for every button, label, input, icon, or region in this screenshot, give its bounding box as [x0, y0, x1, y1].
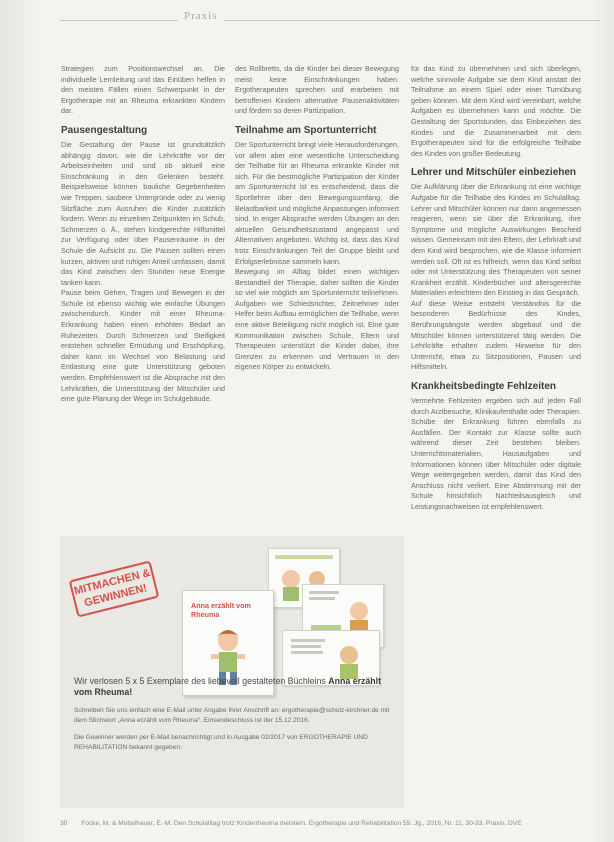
- giveaway-lead-suffix: !: [129, 687, 133, 697]
- page-number: 30: [60, 820, 68, 827]
- body-paragraph: Der Sportunterricht bringt viele Herausforderungen, vor allem aber eine wesentliche Unterscheidung der Teilhabe für an Rheuma erkrankte Kinder mit sich. Für die bestmögliche Partizipation der Kinder am Sportunterricht ist es entscheidend, dass die Sportlehrer über den Bewegungsumfang, die Belastbarkeit und mögliche Anpassungen informiert sind. In enger Absprache werden Übungen an den aktuellen Gesundheitszustand angepasst und Alternativen angeboten. Wichtig ist, dass das Kind trotz Einschränkungen Teil der Gruppe bleibt und Erfolgserlebnisse sammeln kann.: [235, 139, 399, 266]
- column-3: [411, 64, 581, 513]
- section-label: Praxis: [178, 10, 224, 26]
- body-paragraph: Vermehrte Fehlzeiten ergeben sich auf jeden Fall durch Arztbesuche, Klinikaufenthalte oder Therapien. Schübe der Erkrankung führen ebenfalls zu Ausfällen. Der Kontakt zur Klasse sollte auch während dieser Zeit bestehen bleiben. Unterrichtsmaterialien, Hausaufgaben und Informationen können über Mitschüler oder digitale Wege weitergegeben werden, damit das Kind den Anschluss nicht verliert. Eine Abstimmung mit der Schule hinsichtlich Nachteilsausgleich und Leistungsnachweisen ist empfehlenswert.: [411, 396, 581, 511]
- header-rule: [60, 20, 600, 21]
- giveaway-lead-prefix: Wir verlosen 5 x 5 Exemplare des liebevoll gestalteten Büchleins: [74, 676, 329, 686]
- giveaway-book-name: Anna erzählt vom Rheuma: [74, 676, 382, 697]
- giveaway-stamp: MITMACHEN & GEWINNEN!: [69, 560, 160, 617]
- giveaway-details: Schreiben Sie uns einfach eine E-Mail unter Angabe Ihrer Anschrift an: ergotherapie@schulz-kirchner.de mit dem Stichwort „Anna erzählt vom Rheuma“. Einsendeschluss ist der 15.12.2016.: [74, 707, 390, 724]
- giveaway-notice: Die Gewinner werden per E-Mail benachrichtigt und in Ausgabe 02/2017 von ERGOTHERAPIE UND REHABILITATION bekannt gegeben.: [74, 734, 368, 751]
- body-paragraph: Auf diese Weise entsteht Verständnis für die besonderen Bedürfnisse des Kindes, Berührungsängste werden abgebaut und die Mitschüler können unterstützend tätig werden. Die Lehrkräfte erhalten zudem Hinweise für den Unterricht, etwa zu Sitzpositionen, Pausen und Hilfsmitteln.: [411, 298, 581, 372]
- body-paragraph: für das Kind zu übernehmen und sich überlegen, welche sinnvolle Aufgabe sie dem Kind anstatt der Teilnahme an einem Spiel oder einer Turnübung geben können. Mit dem Kind wird vereinbart, welche Aufgaben es übernehmen kann und möchte. Die Gestaltung der Sportstunden, das Einbeziehen des Kindes und die Zusammenarbeit mit dem Ergotherapeuten sind für die erfolgreiche Teilhabe des Kindes von großer Bedeutung.: [411, 64, 581, 158]
- body-paragraph: Die Gestaltung der Pause ist grundsätzlich abhängig davon, wie die Lehrkräfte vor der Arbeitseinheiten und sind ob aktuell eine Einschränkung in den Gelenken besteht. Beispielsweise können bauliche Gegebenheiten wie Treppen, saubere Untergründe oder zu wenig Sitzfläche zum Ausruhen die Kinder zusätzlich fordern. Wenn zu einzelnen Zeitpunkten im Schub, Schmerzen o. Ä., stehen kindgerechte Hilfsmittel zur Verfügung oder über Pausenräume in der Schule die Aufsicht zu. Die Pausen sollten einen kurzen, aktiven und ruhigen Anteil umfassen, damit das Kind zwischen den Stunden neue Energie tanken kann.: [61, 139, 225, 287]
- body-paragraph: des Rollbretts, da die Kinder bei dieser Bewegung meist keine Einschränkungen haben. Ergotherapeuten sprechen und erarbeiten mit betroffenen Kindern alternative Pausenaktivitäten und fördern so deren Partizipation.: [235, 64, 399, 116]
- section-heading: Lehrer und Mitschüler einbeziehen: [411, 167, 577, 179]
- citation: Focke, M. & Mottelhauer, E.-M. Den Schulalltag trotz Kinderrheuma meistern. Ergotherapie und Rehabilitation 55. Jg., 2016, Nr. 11, 30-33. Praxis, DVE: [81, 820, 522, 827]
- section-heading: Krankheitsbedingte Fehlzeiten: [411, 381, 557, 393]
- giveaway-text: [74, 676, 394, 752]
- section-heading: Teilnahme am Sportunterricht: [235, 124, 377, 136]
- giveaway-lead: [74, 676, 394, 698]
- page-footer: [60, 820, 580, 827]
- body-paragraph: Strategien zum Positionswechsel an. Die individuelle Lernleitung und das Einüben helfen in den meisten Fällen einen Schwerpunkt in der Ergotherapie mit an Rheuma erkrankten Kindern dar.: [61, 64, 225, 116]
- book-title: Anna erzählt vom Rheuma: [191, 601, 251, 619]
- column-2: [235, 64, 399, 373]
- column-1: [61, 64, 225, 405]
- body-paragraph: Die Aufklärung über die Erkrankung ist eine wichtige Aufgabe für die Teilhabe des Kindes im Schulalltag. Lehrer und Mitschüler können nur dann angemessen reagieren, wenn sie über die Erkrankung, ihre Symptome und mögliche Auswirkungen Bescheid wissen. Gemeinsam mit den Eltern, der Lehrkraft und dem Kind wird besprochen, wie die Klasse informiert werden soll. Oft ist es hilfreich, wenn das Kind selbst oder mit Unterstützung des Therapeuten von seiner Krankheit erzählt. Kinderbücher und altersgerechte Materialien erleichtern den Einstieg in das Gespräch.: [411, 182, 581, 298]
- section-heading: Pausengestaltung: [61, 124, 148, 136]
- body-paragraph: Bewegung im Alltag bildet einen wichtigen Bestandteil der Therapie, daher sollten die Kinder so viel wie möglich am Sportunterricht teilnehmen. Aufgaben wie Schiedsrichter, Zeitnehmer oder Helfer beim Aufbau ermöglichen die Teilhabe, wenn eine aktive Beteiligung nicht möglich ist. Eine gute Kommunikation zwischen Schule, Eltern und Therapeuten unterstützt die Kinder dabei, ihre Grenzen zu erkennen und Vertrauen in den eigenen Körper zu entwickeln.: [235, 267, 399, 372]
- body-paragraph: Pause beim Gehen, Tragen und Bewegen in der Schule ist ebenso wichtig wie einfache Übungen zwischendurch. Kinder mit einer Rheuma-Erkrankung haben einen erhöhten Bedarf an Ruhezeiten. Durch Schmerzen und Steifigkeit entstehen schneller Ermüdung und Erschöpfung, daher kann im Wechsel von Belastung und Entlastung eine gute Unterstützung geboten werden. Empfehlenswert ist die Absprache mit den Lehrkräften, die Unterstützung der Mitschüler und eine gute Planung der Wege im Schulgebäude.: [61, 288, 225, 404]
